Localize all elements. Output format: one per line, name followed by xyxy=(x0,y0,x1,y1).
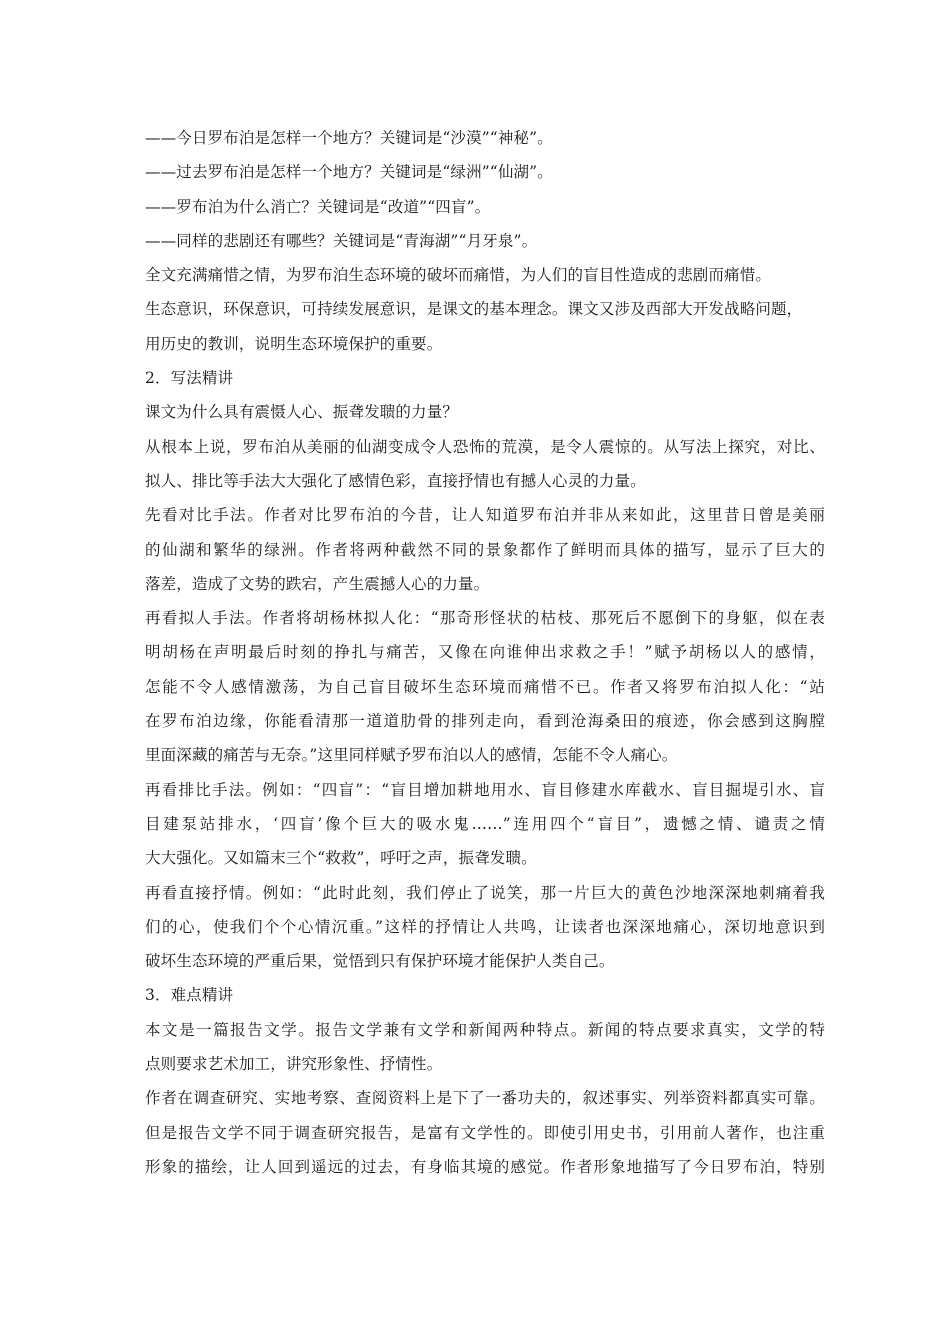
text-line: 点则要求艺术加工，讲究形象性、抒情性。 xyxy=(145,1055,443,1074)
text-line: 里面深藏的痛苦与无奈。”这里同样赋予罗布泊以人的感情，怎能不令人痛心。 xyxy=(145,746,678,765)
text-line: ——同样的悲剧还有哪些？关键词是“青海湖”“月牙泉”。 xyxy=(145,231,538,250)
text-line: 拟人、排比等手法大大强化了感情色彩，直接抒情也有撼人心灵的力量。 xyxy=(145,471,646,490)
text-line: 明胡杨在声明最后时刻的挣扎与痛苦，又像在向谁伸出求救之手！”赋予胡杨以人的感情， xyxy=(145,643,825,662)
text-line: 形象的描绘，让人回到遥远的过去，有身临其境的感觉。作者形象地描写了今日罗布泊，特别 xyxy=(145,1157,825,1176)
text-line: 先看对比手法。作者对比罗布泊的今昔，让人知道罗布泊并非从来如此，这里昔日曾是美丽 xyxy=(145,506,825,525)
section-heading: 2．写法精讲 xyxy=(145,369,234,388)
text-line: 大大强化。又如篇末三个“救救”，呼吁之声，振聋发聩。 xyxy=(145,849,537,868)
text-line: ——今日罗布泊是怎样一个地方？关键词是“沙漠”“神秘”。 xyxy=(145,129,553,147)
text-line: 作者在调查研究、实地考察、查阅资料上是下了一番功夫的，叙述事实、列举资料都真实可靠。 xyxy=(145,1089,825,1108)
document-body xyxy=(145,121,825,1184)
text-line: 怎能不令人感情激荡，为自己盲目破坏生态环境而痛惜不已。作者又将罗布泊拟人化：“站 xyxy=(145,677,825,696)
text-line: 课文为什么具有震慑人心、振聋发聩的力量？ xyxy=(145,403,459,422)
text-line: 但是报告文学不同于调查研究报告，是富有文学性的。即使引用史书，引用前人著作，也注重 xyxy=(145,1123,825,1142)
section-heading: 3．难点精讲 xyxy=(145,986,234,1005)
text-line: 再看拟人手法。作者将胡杨林拟人化：“那奇形怪状的枯枝、那死后不愿倒下的身躯，似在表 xyxy=(145,609,825,628)
text-line: 再看直接抒情。例如：“此时此刻，我们停止了说笑，那一片巨大的黄色沙地深深地刺痛着我 xyxy=(145,883,825,902)
text-line: 在罗布泊边缘，你能看清那一道道肋骨的排列走向，看到沧海桑田的痕迹，你会感到这胸膛 xyxy=(145,712,825,731)
text-line: 们的心，使我们个个心情沉重。”这样的抒情让人共鸣，让读者也深深地痛心，深切地意识到 xyxy=(145,917,825,936)
text-line: 全文充满痛惜之情，为罗布泊生态环境的破坏而痛惜，为人们的盲目性造成的悲剧而痛惜。 xyxy=(145,266,772,285)
text-line: 破坏生态环境的严重后果，觉悟到只有保护环境才能保护人类自己。 xyxy=(145,952,615,971)
text-line: 本文是一篇报告文学。报告文学兼有文学和新闻两种特点。新闻的特点要求真实，文学的特 xyxy=(145,1020,825,1039)
text-line: 从根本上说，罗布泊从美丽的仙湖变成令人恐怖的荒漠，是令人震惊的。从写法上探究，对比、 xyxy=(145,437,825,456)
text-line: 用历史的教训，说明生态环境保护的重要。 xyxy=(145,334,443,353)
text-line: ——罗布泊为什么消亡？关键词是“改道”“四盲”。 xyxy=(145,197,491,216)
text-line: 目建泵站排水，‘四盲’像个巨大的吸水鬼……”连用四个“盲目”，遗憾之情、谴责之情 xyxy=(145,814,825,833)
text-line: 落差，造成了文势的跌宕，产生震撼人心的力量。 xyxy=(145,574,490,593)
text-line: 生态意识，环保意识，可持续发展意识，是课文的基本理念。课文又涉及西部大开发战略问题， xyxy=(145,300,803,319)
text-line: 再看排比手法。例如：“四盲”：“盲目增加耕地用水、盲目修建水库截水、盲目掘堤引水、盲 xyxy=(145,780,825,799)
text-line: ——过去罗布泊是怎样一个地方？关键词是“绿洲”“仙湖”。 xyxy=(145,163,553,182)
text-line: 的仙湖和繁华的绿洲。作者将两种截然不同的景象都作了鲜明而具体的描写，显示了巨大的 xyxy=(145,540,825,559)
